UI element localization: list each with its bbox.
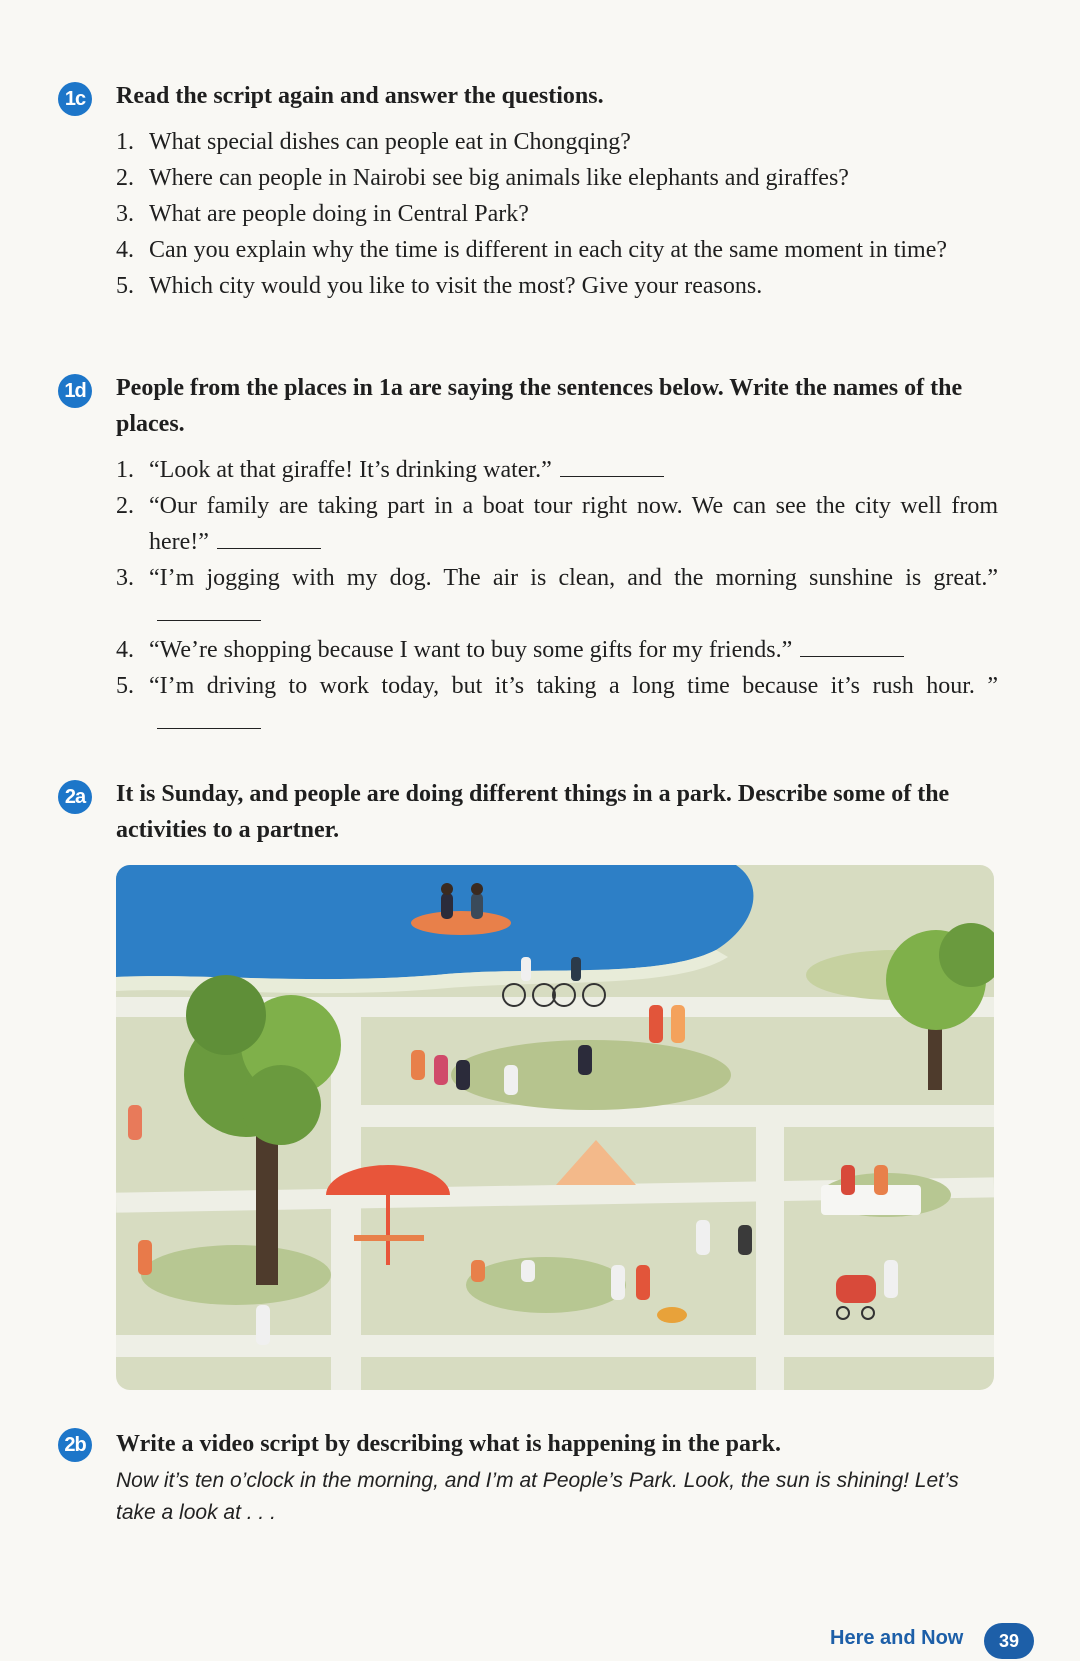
page-number: 39 [984,1623,1034,1659]
exercise-badge-1d: 1d [58,374,92,408]
example-script-text: Now it’s ten o’clock in the morning, and I’m at People’s Park. Look, the sun is shining! Let’s take a look at . . . [116,1469,959,1524]
exercise-badge-2b: 2b [58,1428,92,1462]
list-item: 4. Can you explain why the time is different in each city at the same moment in time? [116,237,947,263]
answer-blank[interactable] [157,706,261,729]
list-item: 3. What are people doing in Central Park? [116,201,529,227]
section-2b [58,1426,998,1466]
list-item: 5. Which city would you like to visit the most? Give your reasons. [116,273,763,299]
instruction-1d: People from the places in 1a are saying the sentences below. Write the names of the places. [116,375,963,437]
section-1d [58,370,998,750]
question-list-1c [116,124,998,304]
exercise-badge-1c: 1c [58,82,92,116]
list-item: 1. What special dishes can people eat in Chongqing? [116,129,631,155]
answer-blank[interactable] [800,634,904,657]
list-item: 3. “I’m jogging with my dog. The air is clean, and the morning sunshine is great.” [116,560,998,632]
list-item: 4. “We’re shopping because I want to buy some gifts for my friends.” [116,632,998,668]
instruction-2b: Write a video script by describing what is happening in the park. [116,1431,781,1457]
unit-title: Here and Now [830,1627,964,1649]
list-item: 5. “I’m driving to work today, but it’s taking a long time because it’s rush hour. ” [116,668,998,740]
exercise-badge-2a: 2a [58,780,92,814]
sentence-list-1d [116,452,998,740]
instruction-1c: Read the script again and answer the questions. [116,83,604,109]
list-item: 2. Where can people in Nairobi see big animals like elephants and giraffes? [116,165,849,191]
list-item: 1. “Look at that giraffe! It’s drinking water.” [116,452,998,488]
answer-blank[interactable] [560,454,664,477]
answer-blank[interactable] [217,526,321,549]
answer-blank[interactable] [157,598,261,621]
section-2a [58,776,998,856]
instruction-2a: It is Sunday, and people are doing different things in a park. Describe some of the activities to a partner. [116,781,950,843]
list-item: 2. “Our family are taking part in a boat tour right now. We can see the city well from here!” [116,493,998,555]
park-illustration [116,865,994,1390]
section-1c [58,78,998,338]
